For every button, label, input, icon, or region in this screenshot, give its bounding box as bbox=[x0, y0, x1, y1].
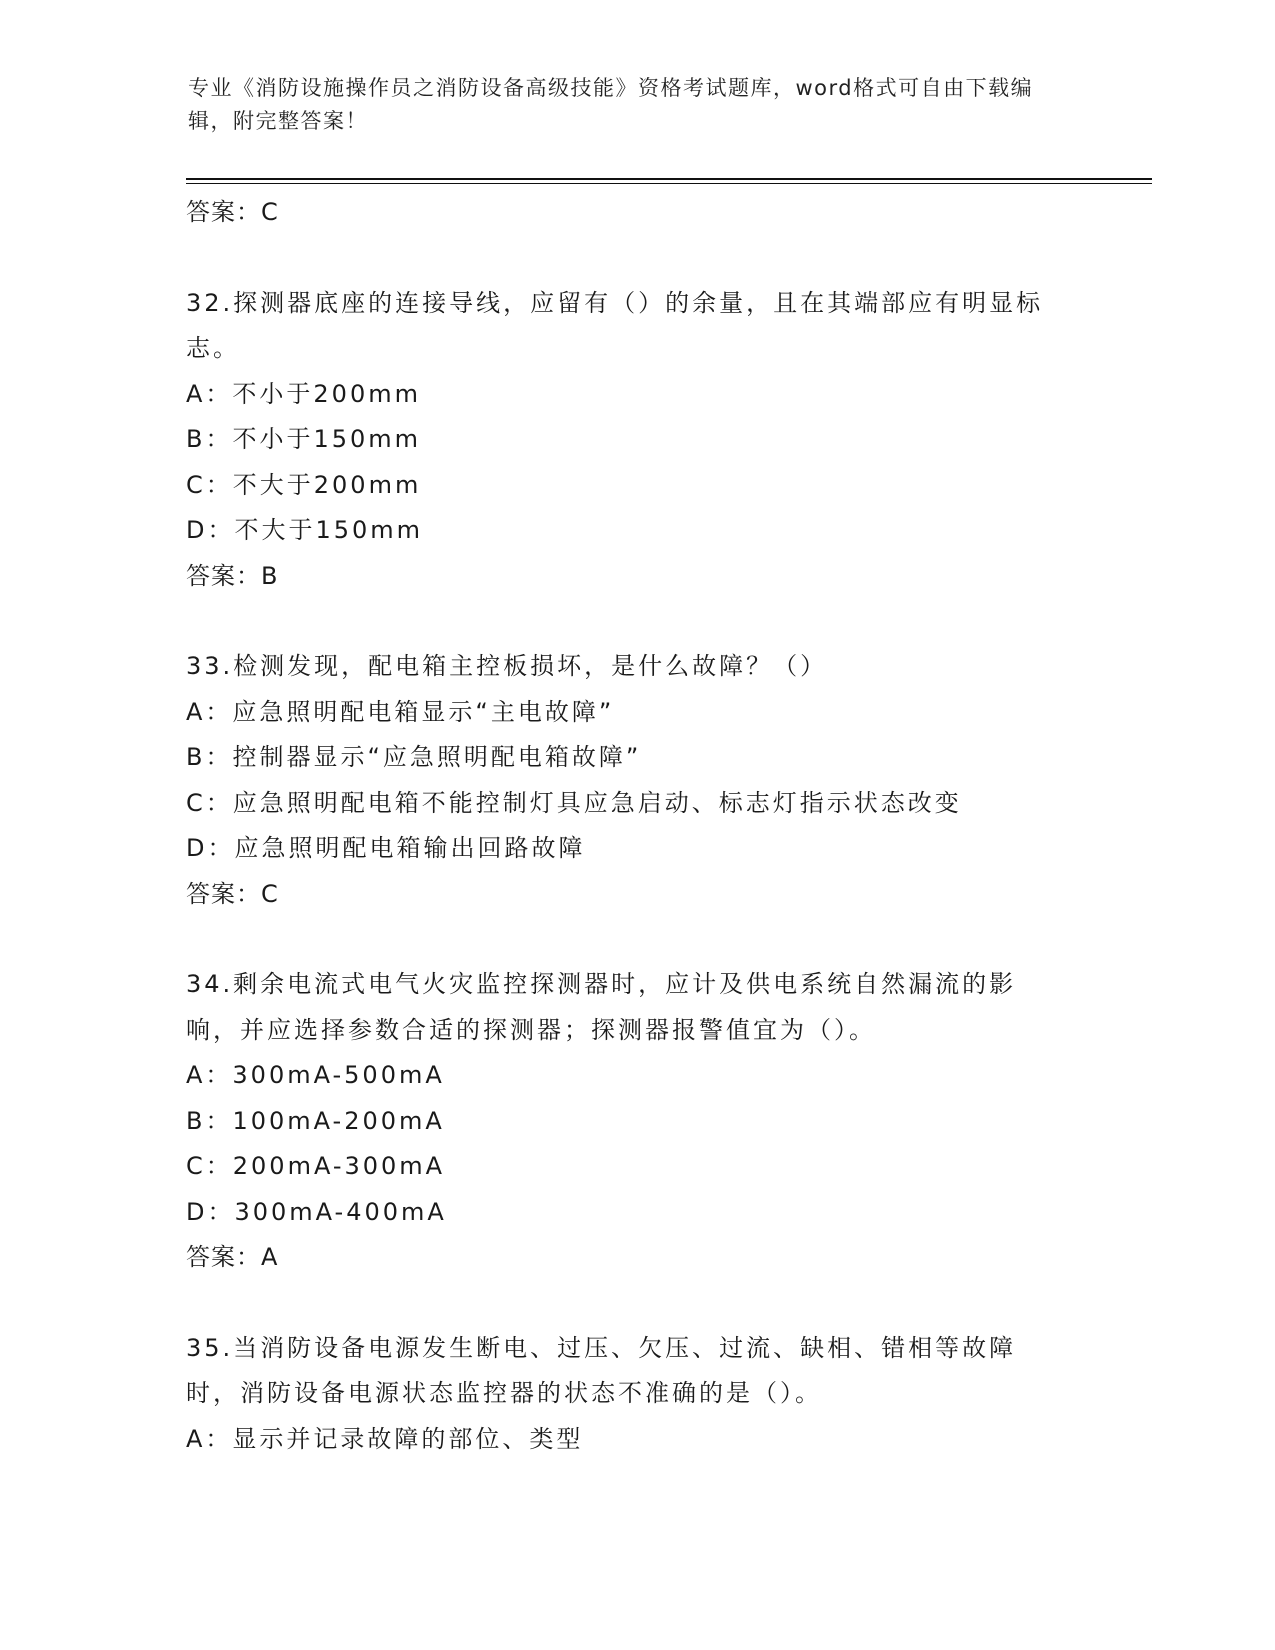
question-list bbox=[186, 190, 1086, 1462]
question-stem: 34.剩余电流式电气火灾监控探测器时，应计及供电系统自然漏流的影响，并应选择参数合适的探测器；探测器报警值宜为（）。 bbox=[186, 970, 1017, 1044]
question-32 bbox=[186, 281, 1086, 600]
answer-label: 答案：C bbox=[186, 879, 279, 908]
option-c: C：不大于200mm bbox=[186, 470, 422, 499]
question-stem: 33.检测发现，配电箱主控板损坏，是什么故障？（） bbox=[186, 652, 828, 680]
question-34 bbox=[186, 962, 1086, 1281]
question-stem: 32.探测器底座的连接导线，应留有（）的余量，且在其端部应有明显标志。 bbox=[186, 288, 1044, 362]
option-d: D：应急照明配电箱输出回路故障 bbox=[186, 834, 586, 862]
option-b: B：100mA-200mA bbox=[186, 1106, 445, 1135]
document-header: 专业《消防设施操作员之消防设备高级技能》资格考试题库，word格式可自由下载编辑，附完整答案！ bbox=[188, 76, 1034, 133]
question-35 bbox=[186, 1326, 1086, 1463]
header-divider-thick bbox=[186, 178, 1152, 180]
option-a: A：应急照明配电箱显示“主电故障” bbox=[186, 697, 615, 726]
option-c: C：应急照明配电箱不能控制灯具应急启动、标志灯指示状态改变 bbox=[186, 788, 962, 817]
option-a: A：300mA-500mA bbox=[186, 1061, 445, 1089]
answer-label: 答案：B bbox=[186, 561, 279, 590]
option-b: B：控制器显示“应急照明配电箱故障” bbox=[186, 743, 642, 771]
option-b: B：不小于150mm bbox=[186, 425, 422, 453]
header-divider-thin bbox=[186, 183, 1152, 184]
option-a: A：不小于200mm bbox=[186, 379, 421, 408]
option-d: D：300mA-400mA bbox=[186, 1197, 447, 1226]
option-a: A：显示并记录故障的部位、类型 bbox=[186, 1424, 584, 1453]
question-33 bbox=[186, 644, 1086, 917]
option-d: D：不大于150mm bbox=[186, 516, 424, 544]
answer-label: 答案：C bbox=[186, 198, 279, 226]
answer-label: 答案：A bbox=[186, 1243, 279, 1271]
option-c: C：200mA-300mA bbox=[186, 1152, 446, 1180]
question-stem: 35.当消防设备电源发生断电、过压、欠压、过流、缺相、错相等故障时，消防设备电源状态监控器的状态不准确的是（）。 bbox=[186, 1333, 1017, 1407]
